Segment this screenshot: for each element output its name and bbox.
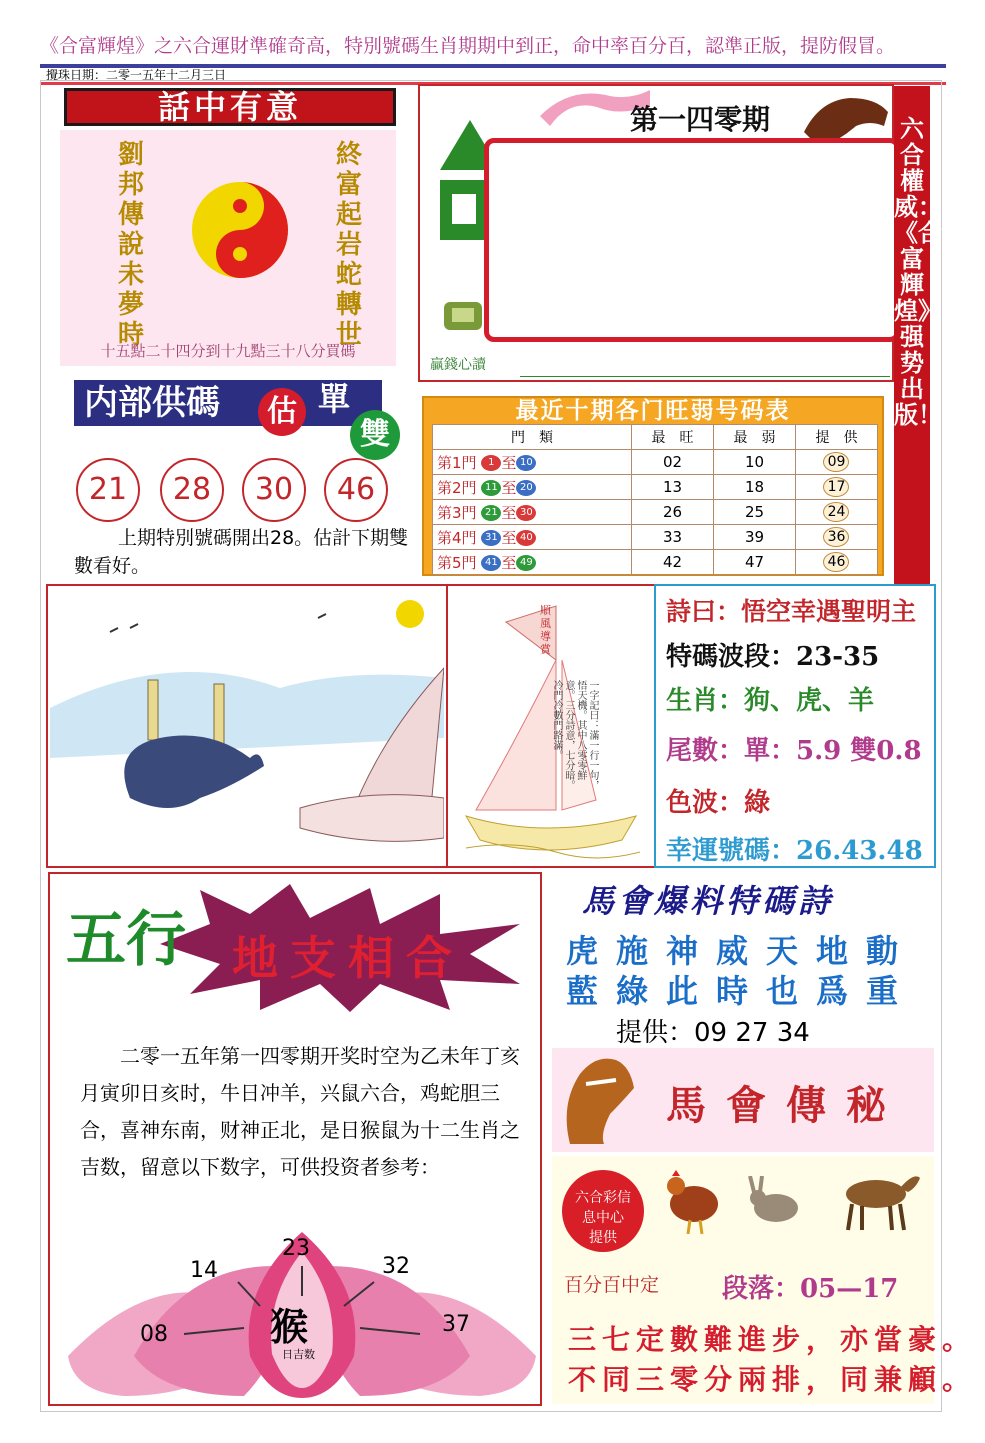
poem-zodiac: 生肖：狗、虎、羊 xyxy=(666,686,875,716)
range-zhi: 至 xyxy=(501,503,517,522)
divider xyxy=(520,350,890,377)
side-slogan: 六合權威：《合富輝煌》强势出版！ xyxy=(894,86,930,584)
number-ball: 46 xyxy=(324,458,388,522)
range-to-ball: 40 xyxy=(516,530,536,546)
tag-dan: 單 xyxy=(318,380,351,418)
range-zhi: 至 xyxy=(501,453,517,472)
table-row xyxy=(433,475,878,500)
stamp-text: 六合彩信息中心 提供 xyxy=(575,1190,631,1246)
rooster-icon xyxy=(660,1170,726,1234)
poem-shi: 詩曰：悟空幸遇聖明主 xyxy=(666,597,917,626)
provide-cell xyxy=(795,550,877,575)
poem-wave: 特碼波段：23-35 xyxy=(666,642,880,672)
min-cell: 25 xyxy=(713,500,795,525)
provide-number: 36 xyxy=(823,527,849,547)
provide-number: 09 xyxy=(823,452,849,472)
gate-label: 第3門 xyxy=(437,503,477,522)
petal-number: 08 xyxy=(140,1322,168,1347)
table-row xyxy=(433,525,878,550)
petal-number: 37 xyxy=(442,1312,470,1337)
sail-flag-text: 順風導賞 xyxy=(540,604,551,656)
range-zhi: 至 xyxy=(501,528,517,547)
range-from-ball: 1 xyxy=(481,455,501,471)
blank-card xyxy=(484,138,900,342)
range-zhi: 至 xyxy=(501,478,517,497)
gate-label: 第2門 xyxy=(437,478,477,497)
gate-label: 第1門 xyxy=(437,453,477,472)
table-row xyxy=(433,450,878,475)
max-cell: 13 xyxy=(631,475,713,500)
neibu-note: 上期特別號碼開出28。估計下期雙數看好。 xyxy=(74,527,409,577)
hzyy-right-column: 終富起岩蛇轉世 xyxy=(335,140,362,350)
petal-number: 32 xyxy=(382,1254,410,1279)
horse-icon xyxy=(830,1164,922,1232)
otter-illustration xyxy=(50,588,444,864)
tag-shuang: 雙 xyxy=(350,410,400,460)
range-zhi: 至 xyxy=(501,553,517,572)
rank-table xyxy=(432,424,878,575)
hzyy-title: 話中有意 xyxy=(64,88,396,126)
center-zodiac: 猴 xyxy=(270,1304,309,1349)
range-to-ball: 10 xyxy=(516,455,536,471)
number-ball: 30 xyxy=(242,458,306,522)
provide-number: 24 xyxy=(823,502,849,522)
petal-number: 23 xyxy=(282,1236,310,1261)
duan-luo: 段落：05—17 xyxy=(722,1274,899,1304)
min-cell: 10 xyxy=(713,450,795,475)
range-to-ball: 30 xyxy=(516,505,536,521)
column-header: 門 類 xyxy=(433,425,632,450)
max-cell: 26 xyxy=(631,500,713,525)
sail-poem: 一字記曰：滿一行一句，悟天機。其中八零零鮮意。三分詩意，七分暗。冷門冷數門路滿。 xyxy=(551,680,598,790)
poem-tail: 尾數：單：5.9 雙0.8 xyxy=(666,736,922,766)
column-header: 最 弱 xyxy=(713,425,795,450)
mahui-title: 馬會爆料特碼詩 xyxy=(582,882,835,920)
gate-label: 第4門 xyxy=(437,528,477,547)
tag-gu: 估 xyxy=(258,388,306,436)
secret-line-2: 不同三零分兩排，同兼顧。 xyxy=(568,1363,977,1396)
provide-cell xyxy=(795,525,877,550)
wuxing-title-a: 五行 xyxy=(66,905,186,975)
poem-lucky: 幸運號碼：26.43.48 xyxy=(666,836,923,866)
range-from-ball: 41 xyxy=(481,555,501,571)
buy-time-note: 十五點二十四分到十九點三十八分買碼 xyxy=(100,342,356,360)
range-from-ball: 21 xyxy=(481,505,501,521)
secret-title: 馬會傳秘 xyxy=(666,1082,906,1129)
provider-stamp xyxy=(562,1170,644,1252)
provide-cell xyxy=(795,475,877,500)
max-cell: 33 xyxy=(631,525,713,550)
rank-table-title: 最近十期各门旺弱号码表 xyxy=(515,397,791,424)
table-row xyxy=(433,500,878,525)
top-banner: 《合富輝煌》之六合運財準確奇高，特別號碼生肖期期中到正，命中率百分百，認準正版，提防假冒。 xyxy=(40,35,896,57)
number-ball: 21 xyxy=(76,458,140,522)
range-from-ball: 11 xyxy=(481,480,501,496)
column-header: 最 旺 xyxy=(631,425,713,450)
hzyy-left-column: 劉邦傳說未夢時 xyxy=(117,140,144,350)
money-hands-icon xyxy=(440,292,486,338)
gate-cell xyxy=(433,475,632,500)
mahui-provide: 提供：09 27 34 xyxy=(616,1018,810,1048)
column-header: 提 供 xyxy=(795,425,877,450)
horse-head-icon xyxy=(560,1054,636,1146)
range-to-ball: 49 xyxy=(516,555,536,571)
rabbit-icon xyxy=(744,1176,804,1224)
range-to-ball: 20 xyxy=(516,480,536,496)
secret-line-1: 三七定數難進步，亦當豪。 xyxy=(568,1323,977,1356)
table-row xyxy=(433,550,878,575)
issue-title: 第一四零期 xyxy=(630,103,771,136)
gate-label: 第5門 xyxy=(437,553,477,572)
ying-label: 贏錢心讀 xyxy=(430,357,486,373)
draw-date-bar: 攪珠日期：二零一五年十二月三日 xyxy=(40,64,946,85)
gate-cell xyxy=(433,500,632,525)
min-cell: 47 xyxy=(713,550,795,575)
mahui-line-2: 藍綠此時也爲重 xyxy=(566,972,917,1010)
max-cell: 42 xyxy=(631,550,713,575)
provide-number: 17 xyxy=(823,477,849,497)
poem-color: 色波：綠 xyxy=(666,788,771,818)
gate-cell xyxy=(433,450,632,475)
provide-cell xyxy=(795,450,877,475)
wuxing-title-b: 地支相合 xyxy=(232,931,464,985)
range-from-ball: 31 xyxy=(481,530,501,546)
provide-cell xyxy=(795,500,877,525)
center-subtitle: 日吉数 xyxy=(282,1348,315,1361)
max-cell: 02 xyxy=(631,450,713,475)
table-header-row xyxy=(433,425,878,450)
yin-yang-icon xyxy=(190,180,290,280)
gate-cell xyxy=(433,550,632,575)
min-cell: 18 xyxy=(713,475,795,500)
provide-number: 46 xyxy=(823,552,849,572)
min-cell: 39 xyxy=(713,525,795,550)
bfzd-label: 百分百中定 xyxy=(564,1274,660,1296)
gate-cell xyxy=(433,525,632,550)
number-ball: 28 xyxy=(160,458,224,522)
neibu-title: 内部供碼 xyxy=(74,380,382,426)
petal-number: 14 xyxy=(190,1258,218,1283)
wuxing-text: 二零一五年第一四零期开奖时空为乙未年丁亥月寅卯日亥时，牛日冲羊，兴鼠六合，鸡蛇胆三合，喜神东南，财神正北，是日猴鼠为十二生肖之吉数，留意以下数字，可供投资者参考： xyxy=(80,1044,520,1179)
mahui-line-1: 虎施神威天地動 xyxy=(566,932,917,970)
